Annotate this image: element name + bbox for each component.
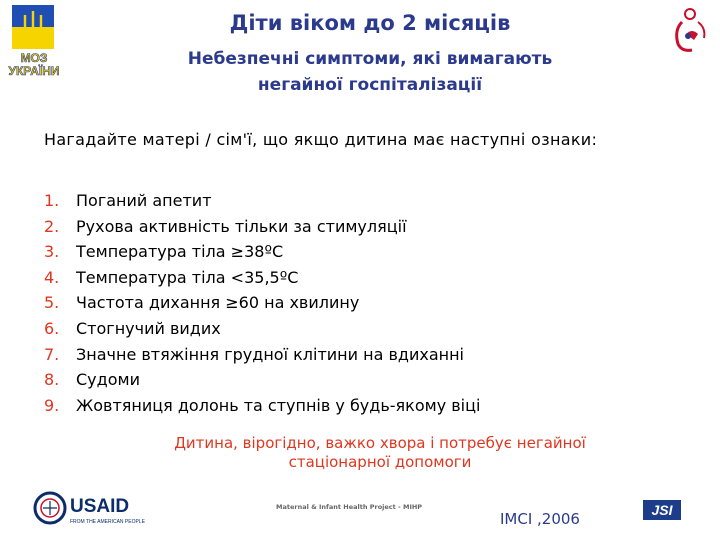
list-text: Частота дихання ≥60 на хвилину	[76, 293, 360, 313]
list-text: Стогнучий видих	[76, 318, 221, 338]
list-text: Температура тіла ≥38ºС	[76, 242, 284, 262]
project-label: Maternal & Infant Health Project - MIHP	[276, 503, 423, 511]
logo-text-line1: МОЗ	[20, 51, 48, 65]
list-number: 5.	[44, 293, 60, 313]
usaid-tagline: FROM THE AMERICAN PEOPLE	[70, 519, 145, 525]
conclusion-text	[100, 434, 660, 472]
usaid-wordmark: USAID	[70, 496, 130, 517]
list-text: Поганий апетит	[76, 191, 212, 210]
jsi-logo	[643, 500, 681, 520]
mother-child-icon	[668, 6, 712, 54]
list-number: 8.	[44, 370, 60, 390]
list-text: Судоми	[76, 370, 140, 390]
list-number: 7.	[44, 344, 60, 364]
list-number: 3.	[44, 242, 60, 262]
imci-label: IMCI ,2006	[500, 510, 580, 528]
list-text: Значне втяжіння грудної клітини на вдиханні	[76, 344, 464, 364]
usaid-logo	[30, 486, 150, 530]
list-number: 2.	[44, 216, 60, 236]
list-number: 4.	[44, 267, 60, 287]
conclusion-line-1: Дитина, вірогідно, важко хвора і потребує негайної	[174, 434, 586, 452]
ukraine-flag-icon	[12, 5, 54, 49]
page-title: Діти віком до 2 місяців	[229, 11, 511, 35]
subtitle-line-1: Небезпечні симптоми, які вимагають	[187, 49, 553, 69]
logo-text-line2: УКРАЇНИ	[8, 64, 60, 78]
list-text: Температура тіла <35,5ºС	[76, 267, 299, 287]
list-number: 1.	[44, 191, 60, 210]
subtitle-line-2: негайної госпіталізації	[257, 75, 483, 95]
jsi-text: JSI	[651, 502, 673, 518]
list-number: 6.	[44, 318, 60, 338]
list-text: Рухова активність тільки за стимуляції	[76, 216, 407, 236]
conclusion-line-2: стаціонарної допомоги	[288, 453, 472, 471]
list-number: 9.	[44, 395, 60, 415]
trident-icon	[21, 9, 45, 45]
moz-ukraine-logo	[6, 5, 62, 89]
list-text: Жовтяниця долонь та ступнів у будь-якому віці	[76, 395, 481, 415]
intro-text: Нагадайте матері / сім'ї, що якщо дитина має наступні ознаки:	[44, 130, 598, 149]
